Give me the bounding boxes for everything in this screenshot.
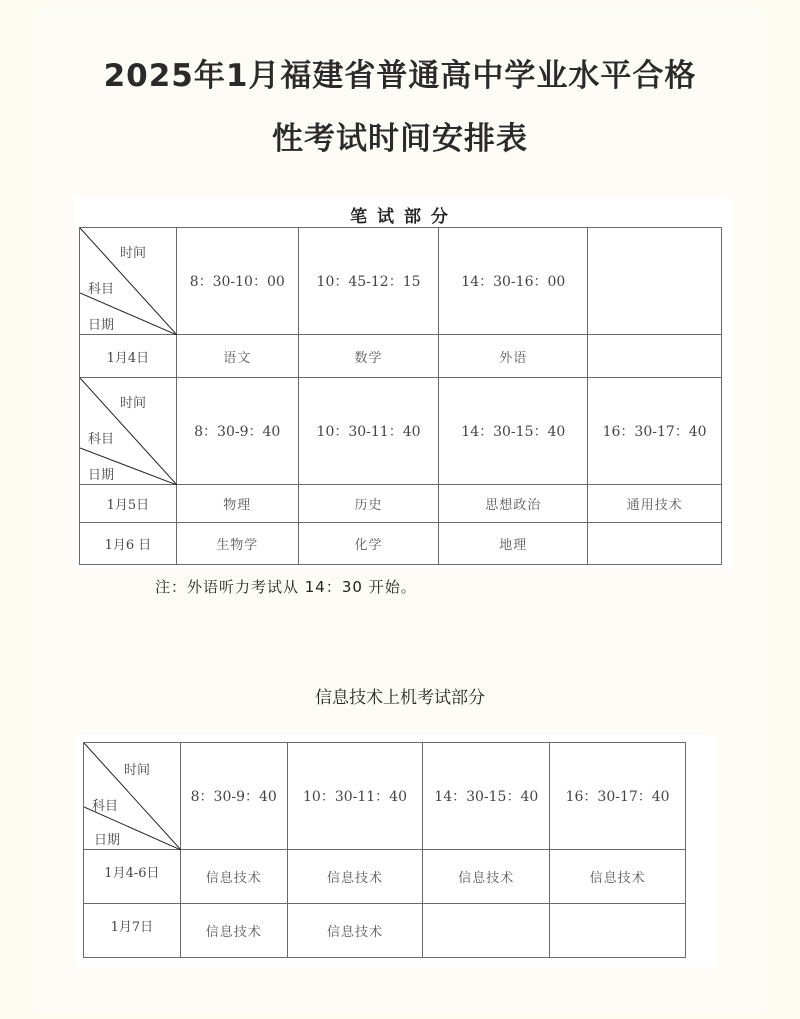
table-row <box>84 904 686 958</box>
date-cell: 1月4-6日 <box>84 850 181 904</box>
time-slot: 14：30-15：40 <box>439 378 588 485</box>
subject-cell: 信息技术 <box>287 850 423 904</box>
corner-label-date: 日期 <box>94 833 121 848</box>
subject-cell: 信息技术 <box>180 850 287 904</box>
computer-exam-table <box>83 742 686 958</box>
time-slot: 16：30-17：40 <box>588 378 722 485</box>
subject-cell: 化学 <box>298 523 439 565</box>
time-slot <box>588 228 722 335</box>
corner-label-time: 时间 <box>124 763 151 778</box>
time-slot: 10：45-12：15 <box>298 228 439 335</box>
diagonal-corner-cell <box>84 743 181 850</box>
computer-section-title: 信息技术上机考试部分 <box>315 688 485 708</box>
time-slot: 14：30-16：00 <box>439 228 588 335</box>
subject-cell: 外语 <box>439 335 588 378</box>
table-row <box>80 523 722 565</box>
table-row <box>80 335 722 378</box>
subject-cell <box>550 904 686 958</box>
subject-cell <box>588 335 722 378</box>
time-slot: 14：30-15：40 <box>423 743 550 850</box>
subject-cell: 信息技术 <box>287 904 423 958</box>
subject-cell: 历史 <box>298 485 439 523</box>
subject-cell <box>588 523 722 565</box>
time-header-row <box>84 743 686 850</box>
corner-label-date: 日期 <box>88 468 115 483</box>
time-slot: 8：30-9：40 <box>180 743 287 850</box>
table-row <box>84 850 686 904</box>
corner-label-subject: 科目 <box>92 799 119 814</box>
written-exam-table <box>79 227 722 565</box>
time-slot: 10：30-11：40 <box>298 378 439 485</box>
corner-label-subject: 科目 <box>88 432 115 447</box>
subject-cell: 信息技术 <box>423 850 550 904</box>
subject-cell: 生物学 <box>176 523 298 565</box>
diagonal-corner-cell <box>80 378 177 485</box>
page-title-line2: 性考试时间安排表 <box>272 121 528 157</box>
subject-cell: 物理 <box>176 485 298 523</box>
date-cell: 1月5日 <box>80 485 177 523</box>
subject-cell <box>423 904 550 958</box>
subject-cell: 信息技术 <box>180 904 287 958</box>
time-slot: 16：30-17：40 <box>550 743 686 850</box>
time-slot: 8：30-9：40 <box>176 378 298 485</box>
subject-cell: 思想政治 <box>439 485 588 523</box>
date-cell: 1月7日 <box>84 904 181 958</box>
time-header-row <box>80 378 722 485</box>
subject-cell: 地理 <box>439 523 588 565</box>
subject-cell: 语文 <box>176 335 298 378</box>
diagonal-corner-cell <box>80 228 177 335</box>
subject-cell: 通用技术 <box>588 485 722 523</box>
time-header-row <box>80 228 722 335</box>
date-cell: 1月6 日 <box>80 523 177 565</box>
corner-label-date: 日期 <box>88 318 115 333</box>
time-slot: 8：30-10：00 <box>176 228 298 335</box>
footnote: 注：外语听力考试从 14：30 开始。 <box>155 578 417 596</box>
corner-label-subject: 科目 <box>88 282 115 297</box>
date-cell: 1月4日 <box>80 335 177 378</box>
table-row <box>80 485 722 523</box>
subject-cell: 数学 <box>298 335 439 378</box>
time-slot: 10：30-11：40 <box>287 743 423 850</box>
subject-cell: 信息技术 <box>550 850 686 904</box>
corner-label-time: 时间 <box>120 246 147 261</box>
page-title-line1: 2025年1月福建省普通高中学业水平合格 <box>103 58 697 94</box>
corner-label-time: 时间 <box>120 396 147 411</box>
written-section-title: 笔 试 部 分 <box>350 207 450 227</box>
